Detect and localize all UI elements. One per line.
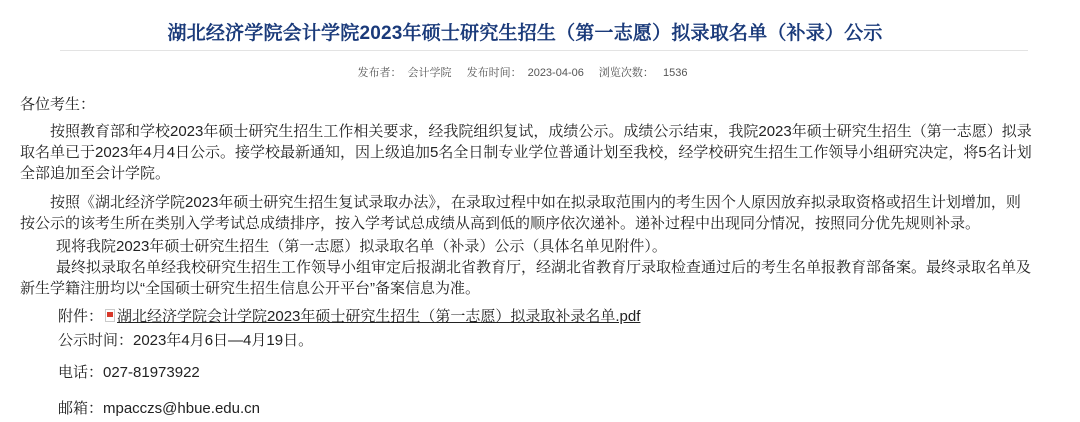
greeting: 各位考生：: [20, 96, 96, 113]
article-body: [20, 94, 1035, 419]
meta-info: [0, 64, 1045, 80]
page-title: 湖北经济学院会计学院2023年硕士研究生招生（第一志愿）拟录取名单（补录）公示: [167, 23, 883, 44]
meta-time-label: 发布时间：: [466, 67, 522, 79]
paragraph-2: 按照《湖北经济学院2023年硕士研究生招生复试录取办法》，在录取过程中如在拟录取范围内的考生因个人原因放弃拟录取资格或招生计划增加，则按公示的该考生所在类别入学考试总成绩排序，按入学考试总成绩从高到低的顺序依次递补。递补过程中出现同分情况，按照同分优先规则补录。: [20, 194, 1021, 232]
meta-time-value: 2023-04-06: [527, 67, 584, 79]
meta-views: [596, 67, 691, 79]
meta-publisher-value: 会计学院: [407, 67, 452, 79]
attachment-label: 附件：: [58, 308, 104, 325]
title-divider: [60, 50, 1028, 51]
attachment-link[interactable]: 湖北经济学院会计学院2023年硕士研究生招生（第一志愿）拟录取补录名单.pdf: [117, 308, 641, 325]
paragraph-3: 现将我院2023年硕士研究生招生（第一志愿）拟录取名单（补录）公示（具体名单见附件）。: [56, 238, 667, 255]
meta-time: [464, 67, 587, 79]
attachment-row: [20, 306, 1035, 327]
meta-publisher-label: 发布者：: [357, 67, 402, 79]
pdf-file-icon: [105, 309, 115, 322]
meta-views-value: 1536: [662, 67, 688, 79]
publicity-period: 公示时间：2023年4月6日—4月19日。: [58, 332, 314, 349]
paragraph-4: 最终拟录取名单经我校研究生招生工作领导小组审定后报湖北省教育厅，经湖北省教育厅录取检查通过后的考生名单报教育部备案。最终录取名单及新生学籍注册均以“全国硕士研究生招生信息公开平台”备案信息为准。: [20, 259, 1032, 297]
contact-email: 邮箱：mpacczs@hbue.edu.cn: [58, 400, 260, 417]
contact-phone: 电话：027-81973922: [58, 364, 200, 381]
paragraph-1: 按照教育部和学校2023年硕士研究生招生工作相关要求，经我院组织复试，成绩公示。成绩公示结束，我院2023年硕士研究生招生（第一志愿）拟录取名单已于2023年4月4日公示。接学校最新通知，因上级追加5名全日制专业学位普通计划至我校，经学校研究生招生工作领导小组研究决定，将5名计划全部追加至会计学院。: [20, 123, 1032, 182]
meta-publisher: [355, 67, 455, 79]
meta-views-label: 浏览次数：: [598, 67, 654, 79]
